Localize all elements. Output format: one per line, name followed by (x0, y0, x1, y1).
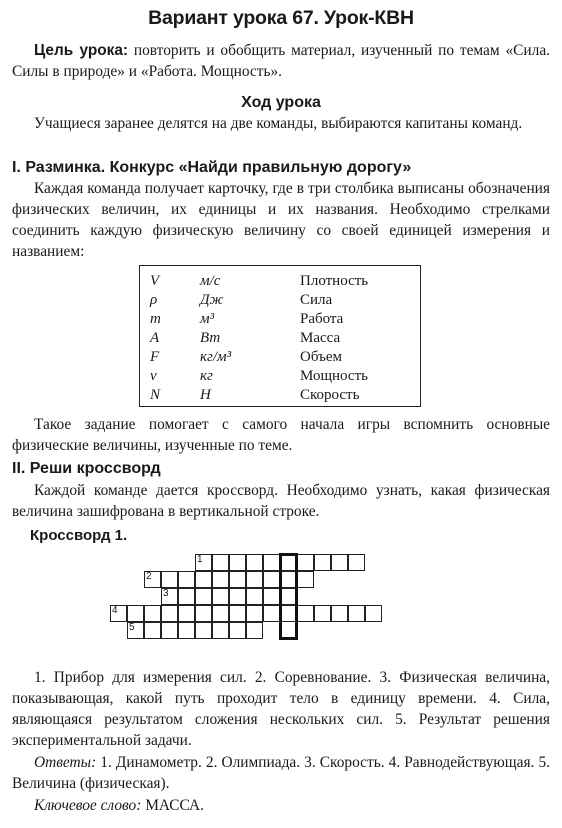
crossword-cell (229, 622, 246, 639)
crossword-cell (280, 554, 297, 571)
crossword-clue-number: 3 (163, 588, 169, 599)
crossword-cell (348, 554, 365, 571)
crossword-cell (195, 588, 212, 605)
crossword-cell (246, 622, 263, 639)
lesson-flow-intro: Учащиеся заранее делятся на две команды, выбираются капитаны команд. (34, 115, 523, 132)
table-symbol: A (150, 330, 160, 346)
crossword-cell (195, 622, 212, 639)
table-unit: кг (200, 368, 213, 384)
keyword-line (12, 795, 550, 816)
section2-heading: II. Реши кроссворд (12, 460, 161, 477)
crossword-cell (280, 605, 297, 622)
crossword-grid (110, 554, 410, 654)
crossword-cell (178, 588, 195, 605)
crossword-cell (263, 605, 280, 622)
lesson-goal-label: Цель урока: (34, 42, 129, 59)
crossword-cell (212, 622, 229, 639)
table-row (140, 329, 420, 348)
table-symbol: V (150, 273, 160, 289)
crossword-cell (144, 571, 161, 588)
crossword-cell (297, 554, 314, 571)
table-symbol: m (150, 311, 161, 327)
crossword-cell (212, 588, 229, 605)
table-name: Скорость (300, 387, 360, 403)
quantities-table (139, 265, 421, 407)
crossword-clue-number: 1 (197, 554, 203, 565)
crossword-clue-number: 2 (146, 571, 152, 582)
crossword-cell (331, 605, 348, 622)
table-unit: Н (200, 387, 211, 403)
table-symbol: v (150, 368, 157, 384)
table-unit: кг/м³ (200, 349, 232, 365)
crossword-cell (178, 571, 195, 588)
crossword-cell (212, 605, 229, 622)
crossword-cell (229, 605, 246, 622)
crossword-cell (365, 605, 382, 622)
crossword-cell (161, 605, 178, 622)
table-unit: м/с (200, 273, 221, 289)
crossword-clue-number: 5 (129, 622, 135, 633)
crossword-cell (195, 571, 212, 588)
crossword-cell (297, 605, 314, 622)
crossword-cell (161, 622, 178, 639)
crossword-cell (178, 605, 195, 622)
table-name: Объем (300, 349, 342, 365)
crossword-cell (246, 554, 263, 571)
crossword-cell (246, 605, 263, 622)
section1-text: Каждая команда получает карточку, где в три столбика выписаны обозначения физических величин, их единицы и их названия. Необходимо стрелками соединить каждую физическую величину со своей единицей измерения и названием: (12, 180, 550, 260)
table-row (140, 348, 420, 367)
crossword-cell (161, 588, 178, 605)
answers-label: Ответы: (34, 754, 97, 771)
section1-after-text: Такое задание помогает с самого начала игры вспомнить основные физические величины, изученные по теме. (12, 416, 550, 454)
crossword-title: Кроссворд 1. (30, 527, 128, 544)
crossword-cell (263, 588, 280, 605)
crossword-cell (229, 571, 246, 588)
crossword-cell (280, 571, 297, 588)
crossword-cell (127, 622, 144, 639)
crossword-cell (127, 605, 144, 622)
table-name: Мощность (300, 368, 368, 384)
crossword-cell (161, 571, 178, 588)
crossword-cell (229, 588, 246, 605)
section2-text: Каждой команде дается кроссворд. Необходимо узнать, какая физическая величина зашифрована в вертикальной строке. (12, 482, 550, 520)
crossword-cell (263, 571, 280, 588)
crossword-cell (144, 622, 161, 639)
table-unit: Вт (200, 330, 221, 346)
table-name: Плотность (300, 273, 369, 289)
table-row (140, 386, 420, 405)
crossword-cell (331, 554, 348, 571)
lesson-goal-text: повторить и обобщить материал, изученный по темам «Сила. Силы в природе» и «Работа. Мощность». (12, 42, 551, 80)
table-row (140, 310, 420, 329)
keyword-value: МАССА. (145, 797, 204, 814)
crossword-clues: 1. Прибор для измерения сил. 2. Соревнование. 3. Физическая величина, показывающая, какой путь проходит тело в единицу времени. 4. Сила, являющаяся результатом сложения нескольких сил. 5. Результат решения экспериментальной задачи. (12, 669, 550, 749)
page-title: Вариант урока 67. Урок-КВН (148, 7, 414, 29)
crossword-cell (314, 605, 331, 622)
crossword-cell (144, 605, 161, 622)
crossword-cell (263, 554, 280, 571)
table-name: Масса (300, 330, 341, 346)
answers-text: 1. Динамометр. 2. Олимпиада. 3. Скорость. 4. Равнодействующая. 5. Величина (физическая). (12, 754, 550, 792)
crossword-cell (195, 554, 212, 571)
keyword-label: Ключевое слово: (34, 797, 142, 814)
table-row (140, 367, 420, 386)
table-row (140, 291, 420, 310)
crossword-cell (178, 622, 195, 639)
crossword-cell (229, 554, 246, 571)
table-symbol: N (150, 387, 161, 403)
crossword-answers (12, 752, 550, 794)
crossword-cell (246, 571, 263, 588)
crossword-cell (348, 605, 365, 622)
section1-heading: I. Разминка. Конкурс «Найди правильную дорогу» (12, 159, 412, 176)
lesson-goal (12, 40, 550, 82)
table-unit: Дж (200, 292, 224, 308)
crossword-clue-number: 4 (112, 605, 118, 616)
table-unit: м³ (200, 311, 215, 327)
table-row (140, 272, 420, 291)
table-symbol: ρ (150, 292, 158, 308)
crossword-cell (297, 571, 314, 588)
table-name: Сила (300, 292, 333, 308)
crossword-cell (280, 588, 297, 605)
crossword-cell (212, 571, 229, 588)
lesson-flow-heading: Ход урока (241, 94, 321, 111)
crossword-cell (110, 605, 127, 622)
table-name: Работа (300, 311, 344, 327)
crossword-cell (314, 554, 331, 571)
crossword-cell (195, 605, 212, 622)
crossword-cell (246, 588, 263, 605)
crossword-cell (212, 554, 229, 571)
table-symbol: F (150, 349, 160, 365)
